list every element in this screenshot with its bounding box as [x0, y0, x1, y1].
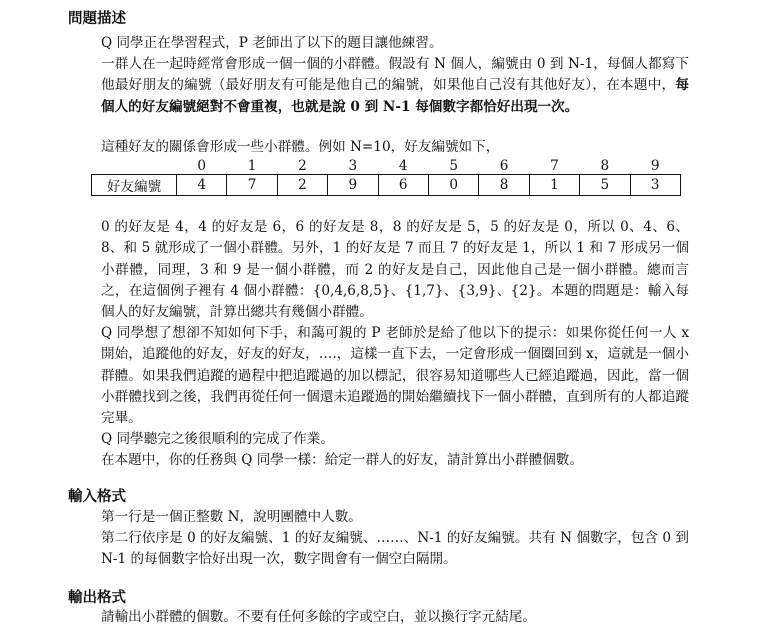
friend-cell: 9: [328, 175, 378, 196]
friend-cell: 0: [428, 175, 478, 196]
problem-paragraph-6: Q 同學聽完之後很順利的完成了作業。: [101, 431, 334, 447]
problem-paragraph-2: [101, 54, 689, 118]
friend-cell: 2: [277, 175, 327, 196]
index-cell: 0: [197, 157, 207, 174]
problem-paragraph-2-emphasis: 每個人的好友編號絕對不會重複，也就是說 0 到 N-1 每個數字都恰好出現一次。: [101, 77, 689, 115]
problem-paragraph-3: 這種好友的關係會形成一些小群體。例如 N=10，好友編號如下，: [101, 139, 500, 155]
problem-paragraph-2-text: 一群人在一起時經常會形成一個一個的小群體。假設有 N 個人，編號由 0 到 N-1，每個人都寫下他最好朋友的編號（最好朋友有可能是他自己的編號，如果他自己沒有其他好友），在本題中，: [101, 56, 689, 94]
friend-cell: 8: [479, 175, 529, 196]
index-row: [92, 157, 681, 175]
output-format-heading: 輸出格式: [68, 590, 126, 606]
input-format-paragraph-2: 第二行依序是 0 的好友編號、1 的好友編號、……、N-1 的好友編號。共有 N 個數字，包含 0 到 N-1 的每個數字恰好出現一次，數字間會有一個空白隔開。: [101, 530, 689, 568]
index-cell: 5: [449, 157, 458, 174]
friend-row: [92, 175, 681, 196]
index-cell: 9: [650, 157, 660, 174]
example-table: [91, 157, 681, 196]
index-cell: 6: [499, 157, 509, 174]
input-format-heading: 輸入格式: [68, 489, 126, 505]
friend-cell: 4: [177, 175, 227, 196]
friend-row-label: 好友編號: [92, 175, 177, 196]
friend-cell: 6: [378, 175, 428, 196]
friend-cell: 3: [630, 175, 680, 196]
problem-paragraph-1: Q 同學正在學習程式，P 老師出了以下的題目讓他練習。: [101, 35, 443, 51]
index-cell: 4: [398, 157, 408, 174]
problem-paragraph-5: Q 同學想了想卻不知如何下手，和藹可親的 P 老師於是給了他以下的提示：如果你從任何一人 x 開始，追蹤他的好友，好友的好友，….，這樣一直下去，一定會形成一個圈回到 x，這就是一個小群體。如果我們追蹤的過程中把追蹤過的加以標記，很容易知道哪些人已經追蹤過，因此，當一個小群體找到之後，我們再從任何一個還未追蹤過的開始繼續找下一個小群體，直到所有的人都追蹤完畢。: [101, 325, 689, 427]
index-row-blank: [92, 157, 177, 175]
problem-heading: 問題描述: [68, 11, 126, 27]
index-cell: 8: [600, 157, 610, 174]
friend-cell: 5: [580, 175, 630, 196]
problem-paragraph-4: 0 的好友是 4，4 的好友是 6，6 的好友是 8，8 的好友是 5，5 的好友是 0，所以 0、4、6、8、和 5 就形成了一個小群體。另外，1 的好友是 7 而且 7 的好友是 1，所以 1 和 7 形成另一個小群體，同理，3 和 9 是一個小群體，而 2 的好友是自己，因此他自己是一個小群體。總而言之，在這個例子裡有 4 個小群體：{0,4,6,8,5}、{1,7}、{3,9}、{2}。本題的問題是：輸入每個人的好友編號，計算出總共有幾個小群體。: [101, 219, 689, 321]
index-cell: 1: [247, 157, 257, 174]
index-cell: 7: [550, 157, 559, 174]
friend-cell: 7: [227, 175, 277, 196]
input-format-paragraph-1: 第一行是一個正整數 N，說明團體中人數。: [101, 509, 362, 525]
index-cell: 2: [298, 157, 307, 174]
output-format-paragraph-1: 請輸出小群體的個數。不要有任何多餘的字或空白，並以換行字元結尾。: [101, 609, 536, 625]
problem-paragraph-7: 在本題中，你的任務與 Q 同學一樣：給定一群人的好友，請計算出小群體個數。: [101, 452, 583, 468]
friend-cell: 1: [529, 175, 579, 196]
index-cell: 3: [348, 157, 358, 174]
